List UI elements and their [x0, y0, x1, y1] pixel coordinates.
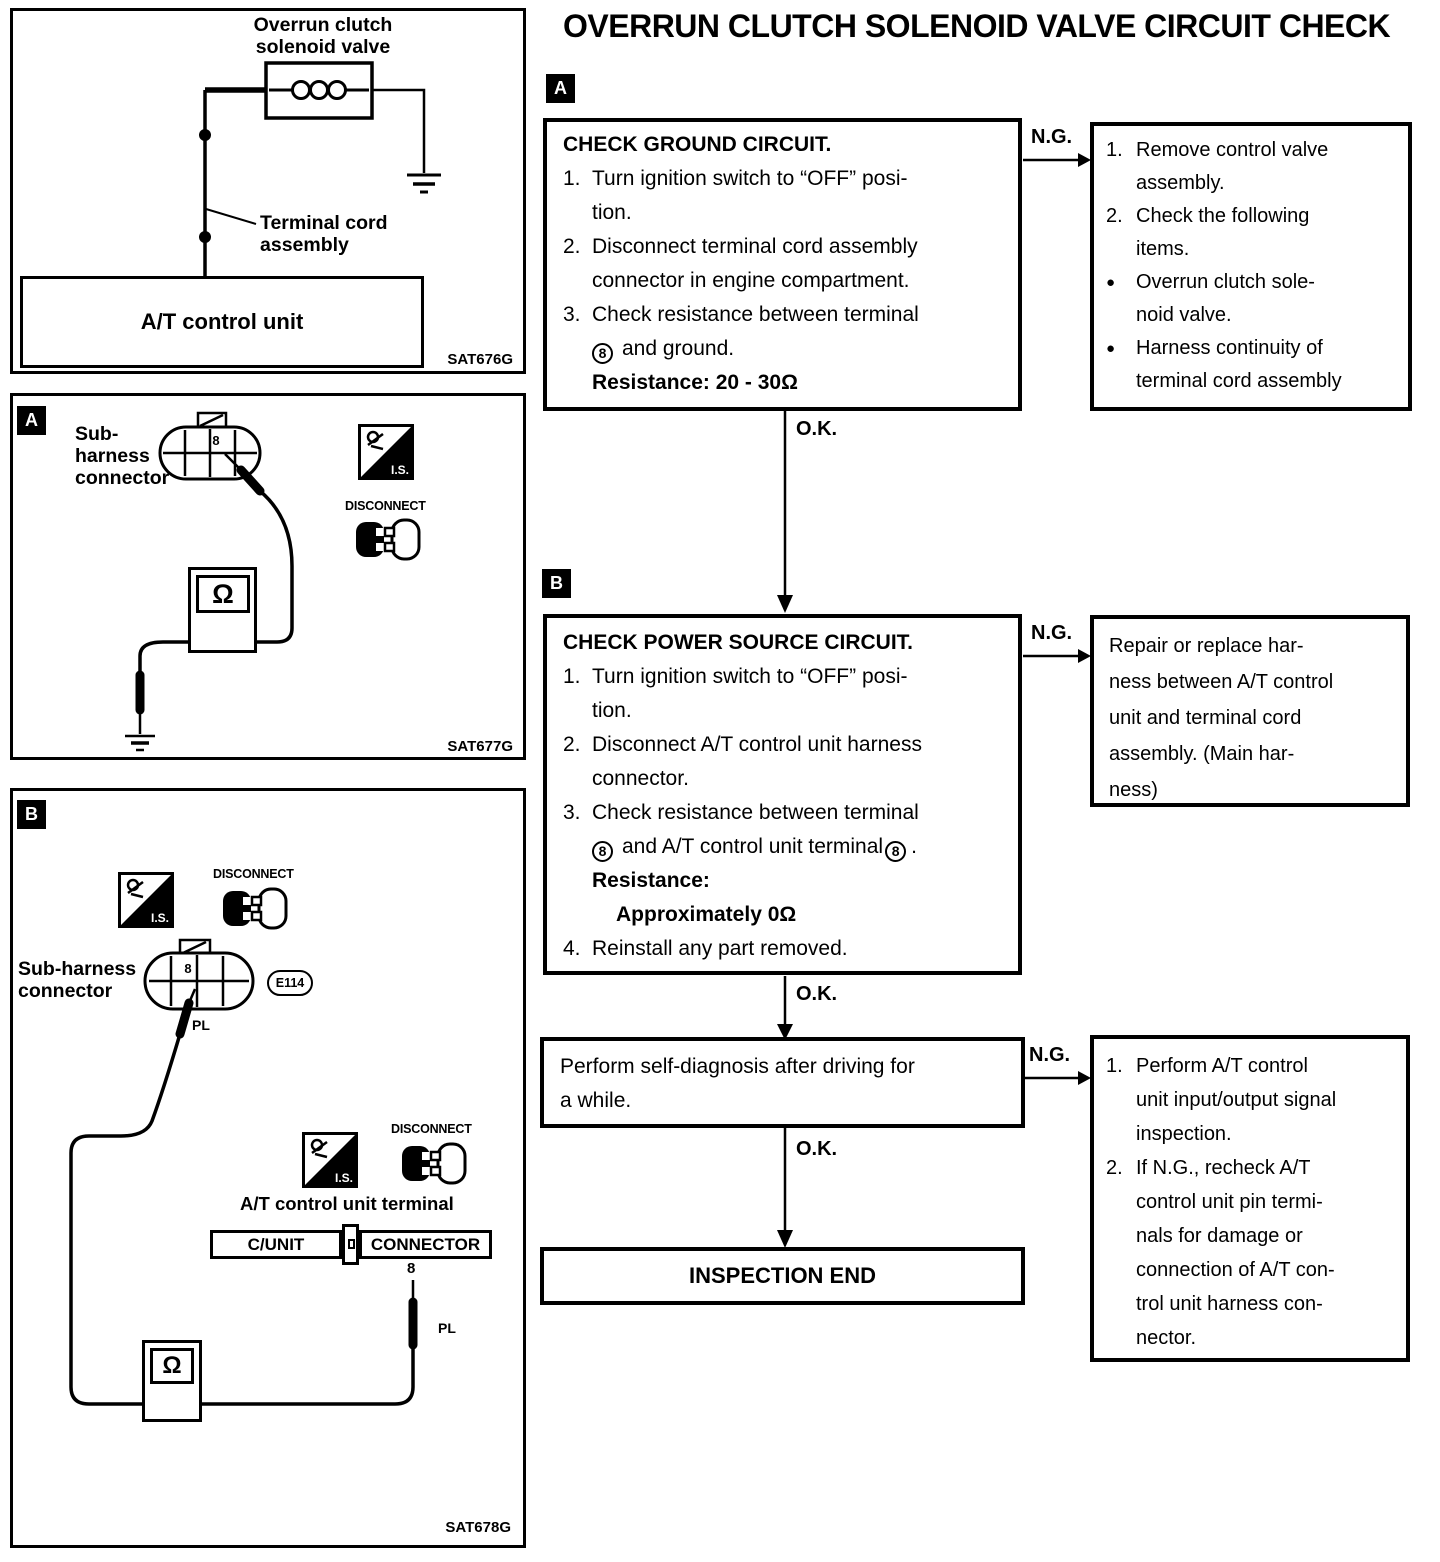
terminal-cord-label: Terminal cord assembly: [260, 212, 388, 256]
text-line: ness between A/T control: [1109, 671, 1334, 693]
step-line: 2. Check the following: [1106, 205, 1310, 227]
figure-code: SAT676G: [447, 351, 513, 368]
text-line: a while.: [560, 1089, 632, 1112]
step-line: tion.: [592, 699, 632, 722]
ok-label-2: O.K.: [796, 983, 838, 1005]
ok-arrow-1-head: [777, 595, 793, 613]
sub-harness-connector-label: Sub-harness connector: [18, 958, 137, 1002]
step-line-terminal: 8 and A/T control unit terminal 8 .: [563, 830, 1008, 864]
cunit-box: C/UNIT: [210, 1230, 342, 1259]
disconnect-label: DISCONNECT: [391, 1122, 472, 1136]
ok-label-3: O.K.: [796, 1138, 838, 1160]
step-line: 3. Check resistance between terminal: [563, 801, 919, 824]
at-control-unit-terminal-label: A/T control unit terminal: [240, 1193, 454, 1214]
resistance-value-line: Approximately 0Ω: [616, 903, 797, 926]
text-line: assembly. (Main har-: [1109, 743, 1295, 765]
connector-cell-8: 8: [212, 433, 220, 448]
text-line: ness): [1109, 779, 1158, 801]
step-line: 1. Perform A/T control: [1106, 1055, 1308, 1077]
bullet-line: noid valve.: [1136, 304, 1232, 326]
step-line: 1. Remove control valve: [1106, 139, 1329, 161]
connector-cell-8: 8: [184, 961, 192, 976]
text-line: unit and terminal cord: [1109, 707, 1302, 729]
insulation-service-icon: I.S.: [118, 872, 174, 928]
connector-code-tag: E114: [267, 970, 313, 996]
step-line: 1. Turn ignition switch to “OFF” posi-: [563, 167, 908, 190]
step-line: nector.: [1136, 1327, 1197, 1349]
at-control-unit-box: A/T control unit: [20, 276, 424, 368]
text-line: Perform self-diagnosis after driving for: [560, 1055, 915, 1078]
disconnect-label: DISCONNECT: [345, 499, 426, 513]
ok-arrow-3-head: [777, 1230, 793, 1248]
illustration-b-badge: B: [17, 800, 46, 829]
ng-box-repair-harness: [1090, 615, 1410, 807]
bracket-joint-box: [342, 1224, 359, 1265]
bullet-line: ● Harness continuity of: [1106, 337, 1323, 359]
probe-lead-label: PL: [192, 1017, 210, 1033]
connector-box: CONNECTOR: [359, 1230, 492, 1259]
ng-label-2: N.G.: [1031, 622, 1073, 644]
probe-lead-label: PL: [438, 1320, 456, 1336]
step-line: items.: [1136, 238, 1190, 260]
solenoid-valve-label: Overrun clutch solenoid valve: [253, 14, 393, 58]
step-line: 1. Turn ignition switch to “OFF” posi-: [563, 665, 908, 688]
step-line: assembly.: [1136, 172, 1225, 194]
figure-code: SAT678G: [445, 1519, 511, 1536]
joint-pin-square: [348, 1239, 355, 1249]
flow-box-check-ground-circuit: [543, 118, 1022, 411]
figure-code: SAT677G: [447, 738, 513, 755]
terminal-number: 8: [407, 1260, 416, 1277]
circled-terminal-8: 8: [885, 841, 906, 862]
power-check-illustration-panel: [10, 788, 526, 1548]
wire-junction-dot: [199, 129, 211, 141]
bullet-line: terminal cord assembly: [1136, 370, 1342, 392]
bullet-line: ● Overrun clutch sole-: [1106, 271, 1315, 293]
ok-label-1: O.K.: [796, 418, 838, 440]
step-line: connector.: [592, 767, 689, 790]
step-line: 4. Reinstall any part removed.: [563, 937, 848, 960]
step-line: unit input/output signal: [1136, 1089, 1337, 1111]
sub-harness-connector-label: Sub- harness connector: [75, 423, 170, 489]
step-line: nals for damage or: [1136, 1225, 1303, 1247]
ohmmeter: [142, 1340, 202, 1422]
step-line: 2. If N.G., recheck A/T: [1106, 1157, 1311, 1179]
resistance-spec-line: Resistance:: [592, 869, 710, 892]
flow-box-check-power-source-circuit: [543, 614, 1022, 975]
step-line: connection of A/T con-: [1136, 1259, 1335, 1281]
ohmmeter: [188, 567, 257, 653]
disconnect-label: DISCONNECT: [213, 867, 294, 881]
step-line: 2. Disconnect terminal cord assembly: [563, 235, 918, 258]
ground-check-illustration-panel: [10, 393, 526, 760]
ng-label-1: N.G.: [1031, 126, 1073, 148]
step-line-terminal: 8 and ground.: [563, 332, 1008, 366]
circled-terminal-8: 8: [592, 343, 613, 364]
resistance-spec-line: Resistance: 20 - 30Ω: [592, 371, 798, 394]
ohmmeter-display: Ω: [150, 1348, 194, 1384]
page-title: OVERRUN CLUTCH SOLENOID VALVE CIRCUIT CHECK: [563, 8, 1391, 44]
box-heading: CHECK GROUND CIRCUIT.: [563, 133, 832, 156]
flow-box-inspection-end: INSPECTION END: [540, 1247, 1025, 1305]
flow-step-a-badge: A: [546, 74, 575, 103]
ng-label-3: N.G.: [1029, 1044, 1071, 1066]
step-line: 3. Check resistance between terminal: [563, 303, 919, 326]
circled-terminal-8: 8: [592, 841, 613, 862]
step-line: control unit pin termi-: [1136, 1191, 1323, 1213]
ng-box-control-unit-inspection: [1090, 1035, 1410, 1362]
insulation-service-icon: I.S.: [358, 424, 414, 480]
flow-step-b-badge: B: [542, 569, 571, 598]
ohmmeter-display: Ω: [196, 575, 250, 613]
step-line: tion.: [592, 201, 632, 224]
ng-box-remove-control-valve: [1090, 122, 1412, 411]
step-line: connector in engine compartment.: [592, 269, 910, 292]
step-line: 2. Disconnect A/T control unit harness: [563, 733, 922, 756]
insulation-service-icon: I.S.: [302, 1132, 358, 1188]
wire-junction-dot: [199, 231, 211, 243]
step-line: trol unit harness con-: [1136, 1293, 1323, 1315]
circuit-diagram-panel: [10, 8, 526, 374]
illustration-a-badge: A: [17, 406, 46, 435]
step-line: inspection.: [1136, 1123, 1232, 1145]
text-line: Repair or replace har-: [1109, 635, 1304, 657]
box-heading: CHECK POWER SOURCE CIRCUIT.: [563, 631, 914, 654]
flow-box-self-diagnosis: [540, 1037, 1025, 1128]
